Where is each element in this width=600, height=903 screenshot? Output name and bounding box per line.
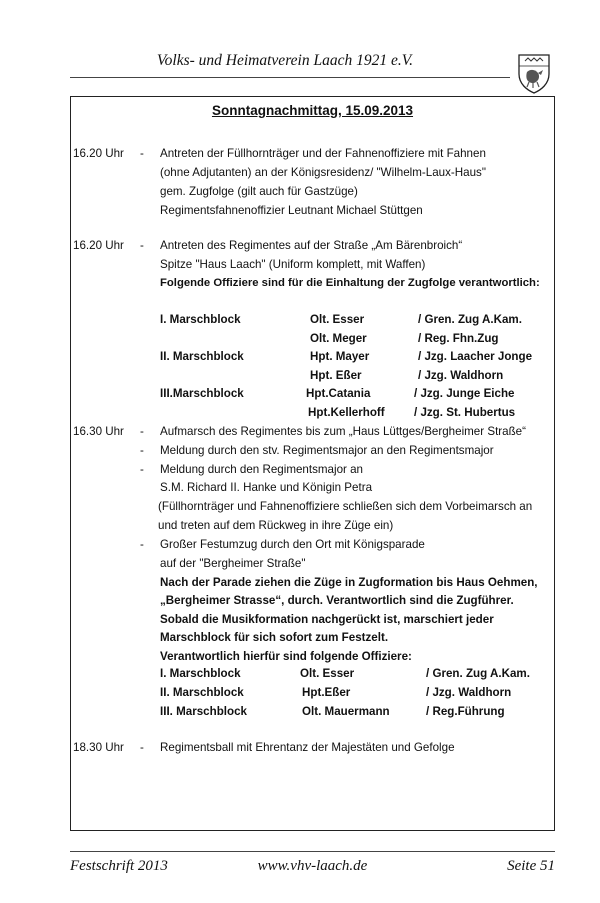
footer-left: Festschrift 2013 [70,858,168,874]
table-cell: III. Marschblock [160,705,247,718]
text-line: Meldung durch den Regimentsmajor an [160,463,364,476]
dash: - [140,425,144,438]
table-cell: / Reg.Führung [426,705,505,718]
footer-center: www.vhv-laach.de [257,858,368,874]
table-cell: Olt. Esser [310,313,365,326]
text-line: Aufmarsch des Regimentes bis zum „Haus Lüttges/Bergheimer Straße“ [160,425,526,438]
dash: - [140,463,144,476]
dash: - [140,147,144,160]
dash: - [140,741,144,754]
table-cell: / Jzg. Waldhorn [426,686,512,699]
table-cell: II. Marschblock [160,686,244,699]
dash: - [140,239,144,252]
table-cell: / Jzg. Waldhorn [418,369,504,382]
text-line: (ohne Adjutanten) an der Königsresidenz/ "Wilhelm-Laux-Haus" [160,166,486,179]
time-label: 16.20 Uhr [73,147,124,160]
table-cell: / Jzg. Laacher Jonge [418,350,533,363]
table-cell: / Gren. Zug A.Kam. [418,313,522,326]
header-title: Volks- und Heimatverein Laach 1921 e.V. [156,52,414,69]
box-title: Sonntagnachmittag, 15.09.2013 [211,103,414,118]
table-cell: Olt. Esser [300,667,355,680]
bold-line: Verantwortlich hierfür sind folgende Offiziere: [160,650,412,663]
bold-line: Marschblock für sich sofort zum Festzelt. [160,631,389,644]
footer-rule [70,851,555,852]
text-line: gem. Zugfolge (gilt auch für Gastzüge) [160,185,358,198]
text-line: Regimentsball mit Ehrentanz der Majestäten und Gefolge [160,741,455,754]
bold-line: Nach der Parade ziehen die Züge in Zugformation bis Haus Oehmen, [160,576,538,589]
text-line: Antreten des Regimentes auf der Straße „Am Bärenbroich“ [160,239,463,252]
bold-line: „Bergheimer Strasse“, durch. Verantwortlich sind die Zugführer. [160,594,514,607]
time-label: 16.20 Uhr [73,239,124,252]
text-line: S.M. Richard II. Hanke und Königin Petra [160,481,373,494]
table-cell: I. Marschblock [160,667,241,680]
table-cell: III.Marschblock [160,387,244,400]
table-cell: II. Marschblock [160,350,244,363]
table-cell: Hpt.Kellerhoff [308,406,385,419]
dash: - [140,538,144,551]
table-cell: Hpt.Catania [306,387,371,400]
text-line: Großer Festumzug durch den Ort mit Königsparade [160,538,425,551]
text-line: Spitze "Haus Laach" (Uniform komplett, mit Waffen) [160,258,426,271]
text-line: Antreten der Füllhornträger und der Fahnenoffiziere mit Fahnen [160,147,486,160]
text-line: Meldung durch den stv. Regimentsmajor an den Regimentsmajor [160,444,494,457]
table-cell: / Reg. Fhn.Zug [418,332,499,345]
dash: - [140,444,144,457]
time-label: 16.30 Uhr [73,425,124,438]
table-cell: Olt. Meger [310,332,367,345]
bold-line: Folgende Offiziere sind für die Einhaltung der Zugfolge verantwortlich: [160,277,540,289]
time-label: 18.30 Uhr [73,741,124,754]
table-cell: Olt. Mauermann [302,705,390,718]
table-cell: Hpt. Mayer [310,350,370,363]
bold-line: Sobald die Musikformation nachgerückt ist, marschiert jeder [160,613,494,626]
header-rule [70,77,510,78]
footer-page-number: Seite 51 [507,858,555,874]
table-cell: Hpt.Eßer [302,686,351,699]
table-cell: / Jzg. Junge Eiche [414,387,515,400]
text-line: und treten auf dem Rückweg in ihre Züge ein) [158,519,394,532]
table-cell: / Gren. Zug A.Kam. [426,667,530,680]
table-cell: / Jzg. St. Hubertus [414,406,516,419]
text-line: Regimentsfahnenoffizier Leutnant Michael Stüttgen [160,204,423,217]
text-line: auf der "Bergheimer Straße" [160,557,306,570]
table-cell: Hpt. Eßer [310,369,362,382]
table-cell: I. Marschblock [160,313,241,326]
coat-of-arms-icon [517,52,551,94]
text-line: (Füllhornträger und Fahnenoffiziere schließen sich dem Vorbeimarsch an [158,500,533,513]
